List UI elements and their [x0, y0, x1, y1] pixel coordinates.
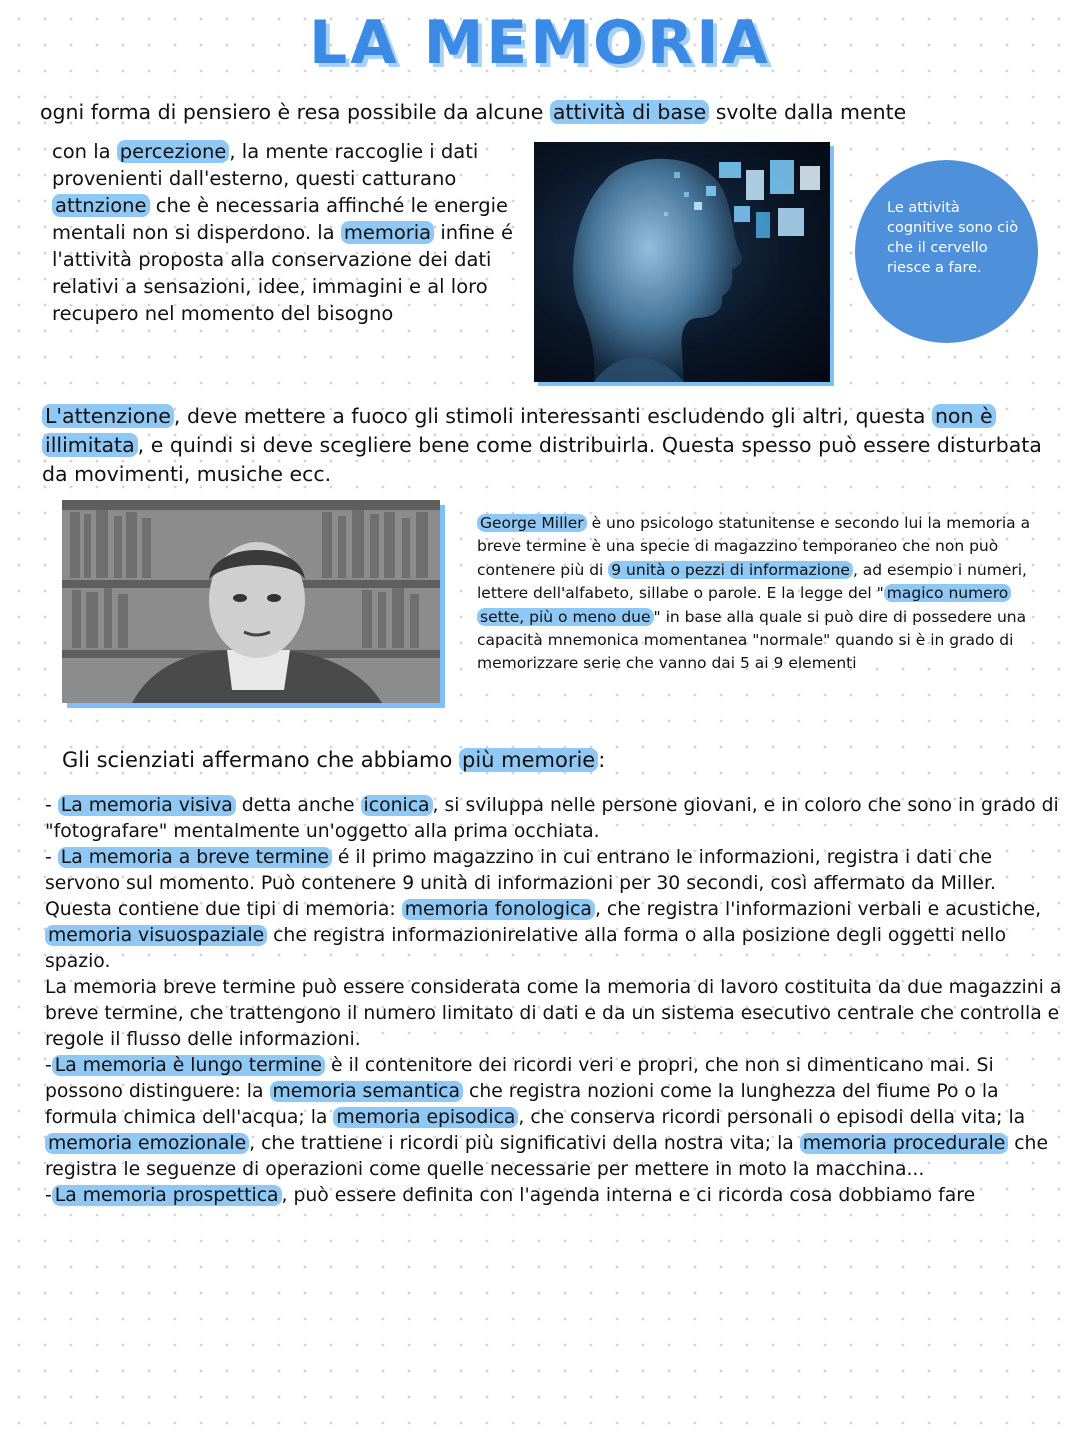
highlight-episodica: memoria episodica [333, 1107, 518, 1128]
text: , e quindi si deve scegliere bene come distribuirla. Questa spesso può essere disturbata da movimenti, musiche ecc. [42, 433, 1042, 486]
highlight-non-illimitata: non è illimitata [42, 404, 996, 457]
text: è uno psicologo statunitense e secondo lui la memoria a breve termine è una specie di magazzino temporaneo che non può contenere più di [477, 514, 1031, 579]
highlight-iconica: iconica [361, 795, 433, 816]
text: con la [52, 140, 117, 163]
brain-head-icon [534, 142, 830, 382]
text: : [598, 748, 606, 772]
text: infine é l'attività proposta alla conservazione dei dati relativi a sensazioni, idee, immagini e al loro recupero nel momento del bisogno [52, 221, 513, 325]
text: che è necessaria affinché le energie mentali non si disperdono. la [52, 194, 509, 244]
text: , si sviluppa nelle persone giovani, e in coloro che sono in grado di "fotografare" mentalmente un'oggetto alla prima occhiata. [45, 795, 1059, 842]
perception-paragraph [52, 138, 522, 327]
intro-text-1: ogni forma di pensiero è resa possibile da alcune [40, 100, 550, 124]
text: detta anche [235, 795, 361, 816]
text: Questa contiene due tipi di memoria: [45, 899, 402, 920]
portrait-icon [62, 500, 440, 703]
text: " in base alla quale si può dire di possedere una capacità mnemonica momentanea "normale" quando si è in grado di memorizzare serie che vanno dai 5 ai 9 elementi [477, 607, 1027, 673]
text: che registra informazionirelative alla forma o alla posizione degli oggetti nello spazio. [45, 925, 1007, 972]
highlight-emozionale: memoria emozionale [45, 1133, 249, 1154]
highlight-semantica: memoria semantica [270, 1081, 464, 1102]
text: - [45, 1055, 52, 1076]
highlight-percezione: percezione [117, 140, 230, 163]
list-item-long-term [45, 1053, 1070, 1183]
text: , la mente raccoglie i dati provenienti dall'esterno, questi catturano [52, 140, 479, 190]
text: , può essere definita con l'agenda interna e ci ricorda cosa dobbiamo fare [281, 1185, 976, 1206]
page-title: LA MEMORIA [309, 8, 771, 78]
text: - [45, 847, 58, 868]
text: Gli scienziati affermano che abbiamo [62, 748, 459, 772]
highlight-lungo-termine: La memoria è lungo termine [52, 1055, 325, 1076]
highlight-visuospaziale: memoria visuospaziale [45, 925, 267, 946]
intro-text-2: svolte dalla mente [709, 100, 907, 124]
highlight-memoria-visiva: La memoria visiva [58, 795, 236, 816]
cognitive-activities-note: Le attività cognitive sono ciò che il cervello riesce a fare. [855, 160, 1038, 343]
highlight-prospettica: La memoria prospettica [52, 1185, 282, 1206]
text: , che conserva ricordi personali o episodi della vita; la [518, 1107, 1026, 1128]
highlight-piu-memorie: più memorie [459, 748, 598, 772]
text: , che trattiene i ricordi più significativi della nostra vita; la [249, 1133, 800, 1154]
attention-paragraph [42, 402, 1067, 489]
text: , ad esempio i numeri, lettere dell'alfabeto, sillabe o parole. E la legge del " [477, 560, 1027, 603]
miller-paragraph [477, 512, 1045, 676]
list-item-visual [45, 793, 1070, 845]
text: - [45, 795, 58, 816]
text: La memoria breve termine può essere considerata come la memoria di lavoro costituita da due magazzini a breve termine, che trattengono il numero limitato di dati e da un sistema esecutivo centrale che controlla e regole il flusso delle informazioni. [45, 977, 1062, 1050]
memories-heading [62, 748, 605, 772]
highlight-9-unita: 9 unità o pezzi di informazione [608, 561, 853, 579]
list-item-prospective [45, 1183, 1070, 1209]
brain-illustration [534, 142, 830, 382]
list-item-types [45, 897, 1070, 975]
highlight-lattenzione: L'attenzione [42, 404, 174, 428]
text: - [45, 1185, 52, 1206]
george-miller-photo [62, 500, 440, 703]
text: che registra le seguenze di operazioni come quelle necessarie per mettere in moto la macchina... [45, 1133, 1049, 1180]
text: che registra nozioni come la lunghezza del fiume Po o la formula chimica dell'acqua; la [45, 1081, 999, 1128]
intro-line [40, 100, 1070, 124]
highlight-magico-numero: magico numero sette, più o meno due [477, 584, 1011, 625]
highlight-attenzione: attnzione [52, 194, 150, 217]
highlight-fonologica: memoria fonologica [402, 899, 595, 920]
highlight-memoria: memoria [341, 221, 434, 244]
highlight-procedurale: memoria procedurale [800, 1133, 1009, 1154]
highlight-attivita-di-base: attività di base [550, 100, 709, 124]
list-item-working-memory [45, 975, 1070, 1053]
text: , deve mettere a fuoco gli stimoli interessanti escludendo gli altri, questa [173, 404, 932, 428]
highlight-breve-termine: La memoria a breve termine [58, 847, 332, 868]
text: è il contenitore dei ricordi veri e propri, che non si dimenticano mai. Si possono distinguere: la [45, 1055, 994, 1102]
list-item-short-term [45, 845, 1070, 897]
memory-types-list [45, 793, 1070, 1209]
text: , che registra l'informazioni verbali e acustiche, [594, 899, 1042, 920]
text: é il primo magazzino in cui entrano le informazioni, registra i dati che servono sul momento. Può contenere 9 unità di informazioni per 30 secondi, così affermato da Miller. [45, 847, 996, 894]
highlight-george-miller: George Miller [477, 514, 587, 532]
